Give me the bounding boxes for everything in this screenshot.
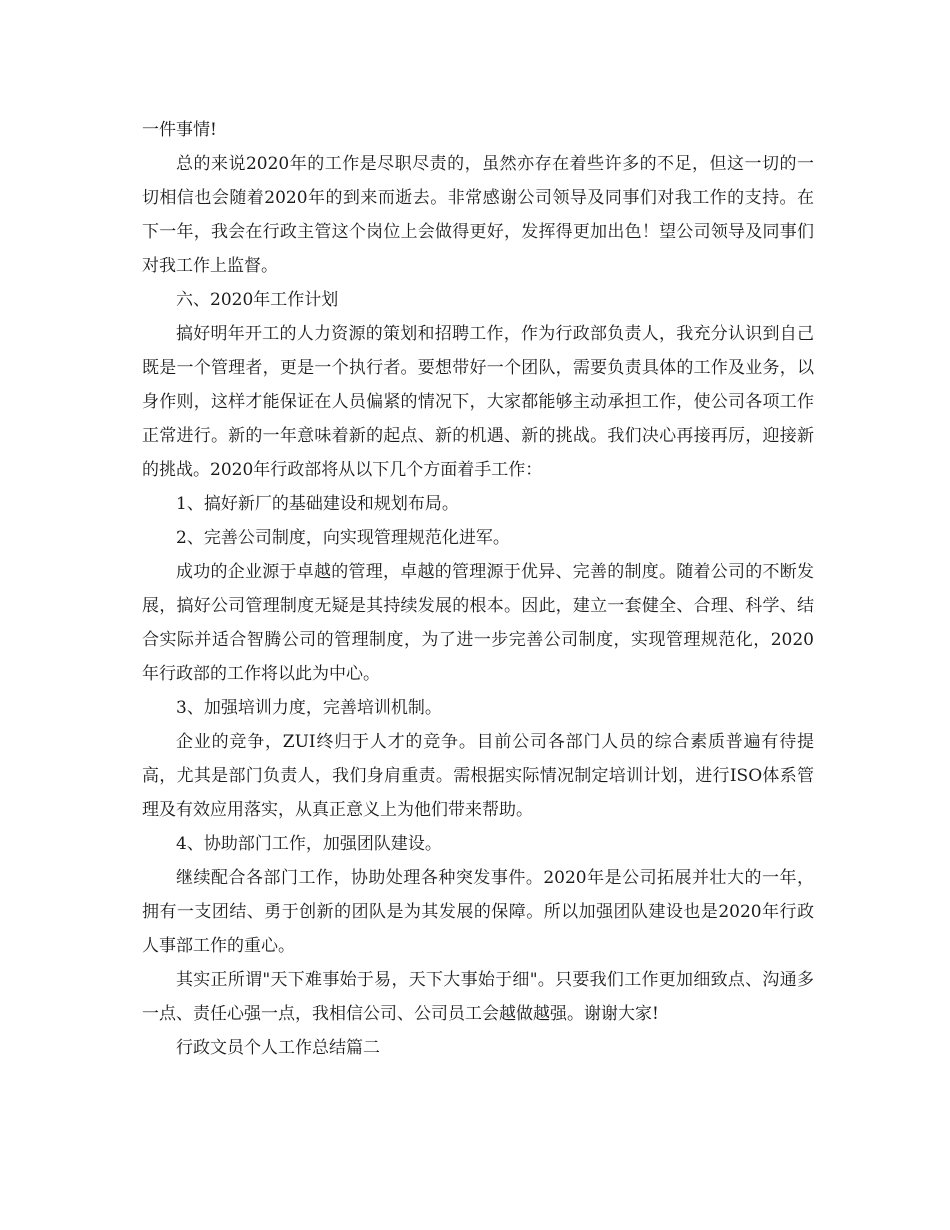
next-article-title: 行政文员个人工作总结篇二 [176,1038,380,1058]
document-body [142,113,814,1065]
paragraph-team-building: 继续配合各部门工作，协助处理各种突发事件。2020年是公司拓展并壮大的一年，拥有一支团结、勇于创新的团队是为其发展的保障。所以加强团队建设也是2020年行政人事部工作的重心。 [142,868,814,956]
paragraph-work-plan-intro: 搞好明年开工的人力资源的策划和招聘工作，作为行政部负责人，我充分认识到自己既是一个管理者，更是一个执行者。要想带好一个团队，需要负责具体的工作及业务，以身作则，这样才能保证在人员偏紧的情况下，大家都能够主动承担工作，使公司各项工作正常进行。新的一年意味着新的起点、新的机遇、新的挑战。我们决心再接再厉，迎接新的挑战。2020年行政部将从以下几个方面着手工作： [142,324,814,480]
plan-item-4: 4、协助部门工作，加强团队建设。 [176,834,442,854]
paragraph-continuation: 一件事情! [142,120,217,140]
section-heading-work-plan: 六、2020年工作计划 [176,290,339,310]
plan-item-2: 2、完善公司制度，向实现管理规范化进军。 [176,528,510,548]
paragraph-training: 企业的竞争，ZUI终归于人才的竞争。目前公司各部门人员的综合素质普遍有待提高，尤其是部门负责人，我们身肩重责。需根据实际情况制定培训计划，进行ISO体系管理及有效应用落实，从真正意义上为他们带来帮助。 [142,732,814,820]
paragraph-management-system: 成功的企业源于卓越的管理，卓越的管理源于优异、完善的制度。随着公司的不断发展，搞好公司管理制度无疑是其持续发展的根本。因此，建立一套健全、合理、科学、结合实际并适合智腾公司的管理制度，为了进一步完善公司制度，实现管理规范化，2020年行政部的工作将以此为中心。 [142,562,814,684]
paragraph-closing: 其实正所谓"天下难事始于易，天下大事始于细"。只要我们工作更加细致点、沟通多一点、责任心强一点，我相信公司、公司员工会越做越强。谢谢大家! [142,970,814,1024]
paragraph-summary: 总的来说2020年的工作是尽职尽责的，虽然亦存在着些许多的不足，但这一切的一切相信也会随着2020年的到来而逝去。非常感谢公司领导及同事们对我工作的支持。在下一年，我会在行政主管这个岗位上会做得更好，发挥得更加出色！望公司领导及同事们对我工作上监督。 [142,154,814,276]
plan-item-1: 1、搞好新厂的基础建设和规划布局。 [176,494,459,514]
plan-item-3: 3、加强培训力度，完善培训机制。 [176,698,442,718]
